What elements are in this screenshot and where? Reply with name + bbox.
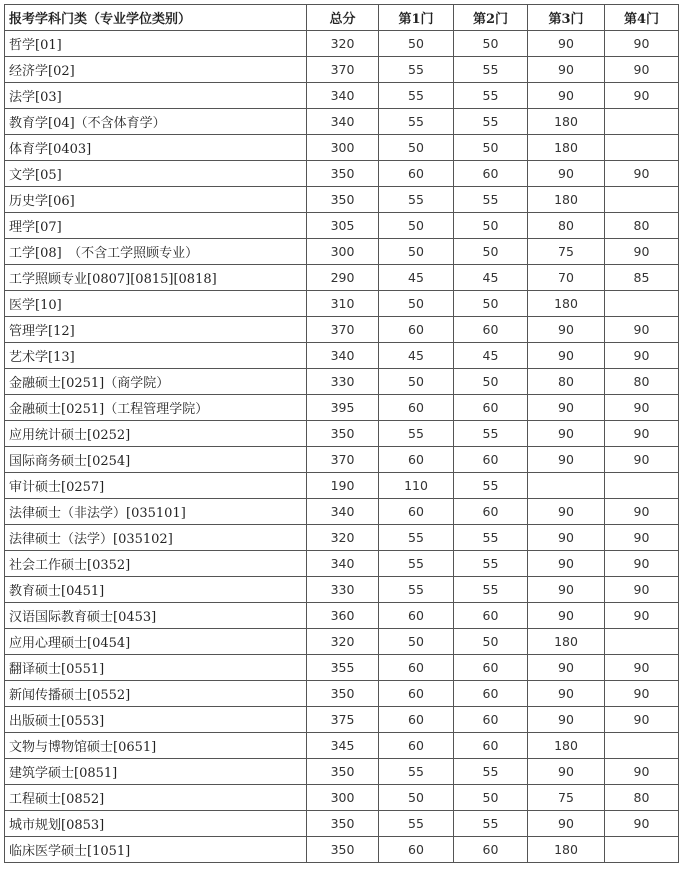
cell-subject-4: 90: [605, 707, 679, 733]
cell-subject-3: 90: [528, 759, 605, 785]
header-subject-3: 第3门: [528, 5, 605, 31]
cell-subject-4: 90: [605, 239, 679, 265]
cell-total: 350: [307, 421, 379, 447]
cell-subject-1: 50: [379, 213, 454, 239]
table-row: [5, 499, 679, 525]
cell-subject-2: 55: [454, 759, 528, 785]
cell-subject-1: 55: [379, 421, 454, 447]
cell-discipline: 金融硕士[0251]（商学院）: [5, 369, 307, 395]
table-row: [5, 109, 679, 135]
cell-subject-2: 50: [454, 785, 528, 811]
cell-subject-4: [605, 291, 679, 317]
cell-total: 320: [307, 31, 379, 57]
cell-total: 330: [307, 577, 379, 603]
cell-subject-1: 50: [379, 369, 454, 395]
table-body: [5, 31, 679, 863]
cell-total: 190: [307, 473, 379, 499]
table-row: [5, 525, 679, 551]
score-table: [4, 4, 679, 863]
cell-discipline: 医学[10]: [5, 291, 307, 317]
cell-total: 350: [307, 681, 379, 707]
cell-subject-1: 60: [379, 655, 454, 681]
table-row: [5, 707, 679, 733]
cell-subject-3: 75: [528, 785, 605, 811]
cell-subject-3: 90: [528, 577, 605, 603]
cell-subject-4: 90: [605, 551, 679, 577]
header-subject-1: 第1门: [379, 5, 454, 31]
cell-subject-3: 90: [528, 811, 605, 837]
cell-subject-3: 90: [528, 31, 605, 57]
cell-discipline: 城市规划[0853]: [5, 811, 307, 837]
cell-subject-1: 60: [379, 681, 454, 707]
cell-subject-2: 60: [454, 707, 528, 733]
cell-discipline: 历史学[06]: [5, 187, 307, 213]
cell-subject-1: 50: [379, 31, 454, 57]
cell-total: 320: [307, 629, 379, 655]
cell-subject-3: 90: [528, 395, 605, 421]
table-row: [5, 317, 679, 343]
cell-subject-2: 60: [454, 317, 528, 343]
table-row: [5, 577, 679, 603]
cell-subject-4: 90: [605, 681, 679, 707]
header-subject-4: 第4门: [605, 5, 679, 31]
cell-subject-2: 55: [454, 811, 528, 837]
cell-subject-2: 60: [454, 161, 528, 187]
cell-discipline: 艺术学[13]: [5, 343, 307, 369]
cell-subject-3: 90: [528, 343, 605, 369]
table-row: [5, 291, 679, 317]
table-row: [5, 343, 679, 369]
cell-subject-4: [605, 135, 679, 161]
cell-subject-4: 80: [605, 369, 679, 395]
cell-subject-3: 90: [528, 525, 605, 551]
cell-subject-1: 55: [379, 525, 454, 551]
cell-subject-4: [605, 473, 679, 499]
table-row: [5, 473, 679, 499]
table-row: [5, 733, 679, 759]
cell-total: 350: [307, 161, 379, 187]
cell-subject-1: 55: [379, 811, 454, 837]
cell-discipline: 建筑学硕士[0851]: [5, 759, 307, 785]
cell-total: 300: [307, 239, 379, 265]
cell-subject-1: 60: [379, 499, 454, 525]
cell-total: 340: [307, 551, 379, 577]
cell-subject-3: 90: [528, 57, 605, 83]
cell-discipline: 哲学[01]: [5, 31, 307, 57]
cell-discipline: 应用心理硕士[0454]: [5, 629, 307, 655]
cell-subject-3: [528, 473, 605, 499]
cell-subject-2: 55: [454, 421, 528, 447]
cell-subject-4: 90: [605, 811, 679, 837]
cell-subject-1: 55: [379, 551, 454, 577]
cell-total: 395: [307, 395, 379, 421]
table-row: [5, 629, 679, 655]
cell-subject-2: 60: [454, 655, 528, 681]
cell-subject-3: 90: [528, 655, 605, 681]
cell-subject-4: 90: [605, 603, 679, 629]
cell-subject-2: 50: [454, 239, 528, 265]
cell-subject-3: 90: [528, 707, 605, 733]
table-row: [5, 161, 679, 187]
table-row: [5, 395, 679, 421]
cell-subject-4: 90: [605, 525, 679, 551]
cell-subject-4: 90: [605, 395, 679, 421]
cell-subject-1: 110: [379, 473, 454, 499]
cell-subject-1: 50: [379, 629, 454, 655]
cell-subject-2: 55: [454, 187, 528, 213]
cell-discipline: 汉语国际教育硕士[0453]: [5, 603, 307, 629]
cell-subject-1: 55: [379, 577, 454, 603]
cell-discipline: 文学[05]: [5, 161, 307, 187]
cell-subject-2: 50: [454, 31, 528, 57]
cell-discipline: 文物与博物馆硕士[0651]: [5, 733, 307, 759]
cell-discipline: 国际商务硕士[0254]: [5, 447, 307, 473]
cell-subject-4: 90: [605, 499, 679, 525]
cell-subject-1: 50: [379, 291, 454, 317]
cell-discipline: 教育硕士[0451]: [5, 577, 307, 603]
cell-subject-3: 90: [528, 421, 605, 447]
table-row: [5, 551, 679, 577]
cell-subject-4: [605, 187, 679, 213]
cell-total: 330: [307, 369, 379, 395]
cell-total: 350: [307, 811, 379, 837]
cell-subject-4: 90: [605, 759, 679, 785]
cell-discipline: 翻译硕士[0551]: [5, 655, 307, 681]
cell-subject-1: 60: [379, 837, 454, 863]
cell-total: 340: [307, 343, 379, 369]
header-subject-2: 第2门: [454, 5, 528, 31]
cell-subject-3: 90: [528, 603, 605, 629]
cell-subject-4: 90: [605, 161, 679, 187]
table-row: [5, 31, 679, 57]
cell-subject-4: 80: [605, 785, 679, 811]
table-row: [5, 655, 679, 681]
cell-total: 320: [307, 525, 379, 551]
cell-total: 355: [307, 655, 379, 681]
cell-total: 360: [307, 603, 379, 629]
cell-subject-2: 60: [454, 681, 528, 707]
cell-subject-2: 45: [454, 343, 528, 369]
cell-subject-1: 55: [379, 109, 454, 135]
cell-discipline: 应用统计硕士[0252]: [5, 421, 307, 447]
cell-subject-2: 60: [454, 499, 528, 525]
table-row: [5, 785, 679, 811]
table-row: [5, 265, 679, 291]
cell-total: 290: [307, 265, 379, 291]
cell-subject-4: 90: [605, 83, 679, 109]
cell-subject-3: 180: [528, 733, 605, 759]
cell-discipline: 体育学[0403]: [5, 135, 307, 161]
cell-discipline: 临床医学硕士[1051]: [5, 837, 307, 863]
cell-subject-4: 90: [605, 421, 679, 447]
cell-subject-3: 80: [528, 369, 605, 395]
table-row: [5, 811, 679, 837]
cell-subject-1: 60: [379, 603, 454, 629]
cell-subject-4: [605, 837, 679, 863]
cell-subject-2: 60: [454, 837, 528, 863]
cell-discipline: 工学[08] （不含工学照顾专业）: [5, 239, 307, 265]
cell-subject-2: 55: [454, 83, 528, 109]
cell-subject-2: 50: [454, 369, 528, 395]
cell-total: 350: [307, 759, 379, 785]
cell-discipline: 经济学[02]: [5, 57, 307, 83]
cell-discipline: 法律硕士（非法学）[035101]: [5, 499, 307, 525]
cell-discipline: 新闻传播硕士[0552]: [5, 681, 307, 707]
cell-subject-4: 85: [605, 265, 679, 291]
cell-total: 345: [307, 733, 379, 759]
cell-subject-1: 55: [379, 187, 454, 213]
cell-subject-3: 90: [528, 499, 605, 525]
cell-total: 305: [307, 213, 379, 239]
cell-subject-2: 55: [454, 473, 528, 499]
cell-subject-3: 180: [528, 109, 605, 135]
cell-total: 350: [307, 187, 379, 213]
table-row: [5, 837, 679, 863]
cell-total: 300: [307, 785, 379, 811]
cell-total: 370: [307, 57, 379, 83]
cell-subject-4: 90: [605, 317, 679, 343]
cell-discipline: 法律硕士（法学）[035102]: [5, 525, 307, 551]
cell-subject-3: 90: [528, 551, 605, 577]
cell-subject-4: [605, 629, 679, 655]
cell-subject-2: 60: [454, 447, 528, 473]
cell-discipline: 法学[03]: [5, 83, 307, 109]
cell-subject-2: 45: [454, 265, 528, 291]
cell-subject-1: 60: [379, 395, 454, 421]
cell-total: 375: [307, 707, 379, 733]
cell-discipline: 金融硕士[0251]（工程管理学院）: [5, 395, 307, 421]
cell-discipline: 工程硕士[0852]: [5, 785, 307, 811]
cell-subject-3: 90: [528, 161, 605, 187]
header-row: [5, 5, 679, 31]
cell-subject-4: 90: [605, 655, 679, 681]
cell-subject-1: 45: [379, 343, 454, 369]
table-row: [5, 213, 679, 239]
table-row: [5, 187, 679, 213]
cell-subject-3: 180: [528, 837, 605, 863]
cell-total: 340: [307, 499, 379, 525]
cell-subject-3: 180: [528, 187, 605, 213]
cell-total: 340: [307, 83, 379, 109]
cell-subject-1: 50: [379, 239, 454, 265]
cell-subject-2: 50: [454, 291, 528, 317]
cell-subject-3: 180: [528, 135, 605, 161]
cell-subject-3: 180: [528, 291, 605, 317]
cell-subject-2: 60: [454, 733, 528, 759]
cell-total: 350: [307, 837, 379, 863]
cell-subject-1: 60: [379, 733, 454, 759]
table-row: [5, 239, 679, 265]
table-row: [5, 759, 679, 785]
cell-subject-1: 60: [379, 707, 454, 733]
cell-subject-1: 60: [379, 161, 454, 187]
cell-discipline: 教育学[04]（不含体育学）: [5, 109, 307, 135]
cell-discipline: 工学照顾专业[0807][0815][0818]: [5, 265, 307, 291]
cell-subject-3: 80: [528, 213, 605, 239]
cell-subject-1: 60: [379, 317, 454, 343]
cell-subject-1: 50: [379, 785, 454, 811]
cell-subject-2: 55: [454, 551, 528, 577]
cell-subject-3: 70: [528, 265, 605, 291]
cell-discipline: 社会工作硕士[0352]: [5, 551, 307, 577]
cell-subject-2: 55: [454, 57, 528, 83]
cell-total: 300: [307, 135, 379, 161]
cell-discipline: 审计硕士[0257]: [5, 473, 307, 499]
table-row: [5, 135, 679, 161]
cell-subject-2: 50: [454, 135, 528, 161]
cell-subject-2: 55: [454, 109, 528, 135]
cell-total: 310: [307, 291, 379, 317]
cell-total: 370: [307, 447, 379, 473]
cell-subject-3: 180: [528, 629, 605, 655]
cell-subject-2: 60: [454, 395, 528, 421]
table-row: [5, 603, 679, 629]
cell-subject-1: 55: [379, 83, 454, 109]
cell-subject-1: 45: [379, 265, 454, 291]
table-row: [5, 57, 679, 83]
cell-subject-4: 90: [605, 343, 679, 369]
table-row: [5, 421, 679, 447]
cell-discipline: 理学[07]: [5, 213, 307, 239]
table-row: [5, 681, 679, 707]
cell-subject-4: [605, 733, 679, 759]
cell-subject-4: 90: [605, 447, 679, 473]
cell-subject-4: [605, 109, 679, 135]
cell-subject-4: 90: [605, 577, 679, 603]
cell-subject-3: 90: [528, 681, 605, 707]
header-total: 总分: [307, 5, 379, 31]
table-row: [5, 83, 679, 109]
cell-subject-1: 60: [379, 447, 454, 473]
cell-subject-3: 90: [528, 317, 605, 343]
cell-subject-4: 80: [605, 213, 679, 239]
cell-subject-4: 90: [605, 31, 679, 57]
cell-subject-3: 90: [528, 83, 605, 109]
cell-subject-4: 90: [605, 57, 679, 83]
cell-subject-3: 90: [528, 447, 605, 473]
table-row: [5, 369, 679, 395]
cell-subject-2: 60: [454, 603, 528, 629]
cell-subject-1: 55: [379, 57, 454, 83]
cell-discipline: 管理学[12]: [5, 317, 307, 343]
cell-discipline: 出版硕士[0553]: [5, 707, 307, 733]
header-discipline: 报考学科门类（专业学位类别）: [5, 5, 307, 31]
cell-total: 370: [307, 317, 379, 343]
table-row: [5, 447, 679, 473]
cell-subject-3: 75: [528, 239, 605, 265]
cell-subject-2: 50: [454, 213, 528, 239]
cell-total: 340: [307, 109, 379, 135]
cell-subject-2: 55: [454, 525, 528, 551]
cell-subject-1: 55: [379, 759, 454, 785]
cell-subject-2: 55: [454, 577, 528, 603]
cell-subject-2: 50: [454, 629, 528, 655]
cell-subject-1: 50: [379, 135, 454, 161]
